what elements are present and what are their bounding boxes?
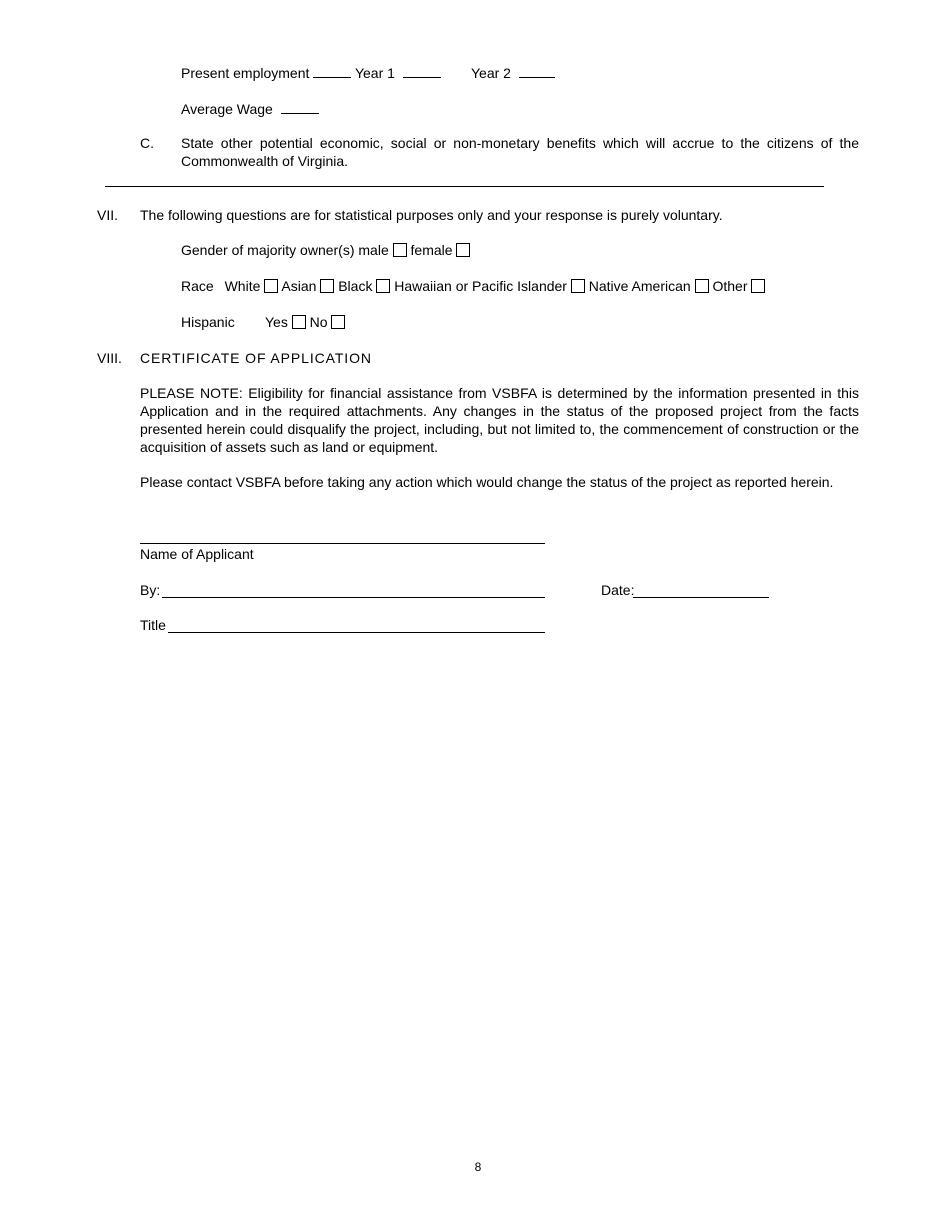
date-line[interactable] [633,597,769,598]
average-wage-field[interactable] [281,99,319,114]
hispanic-label: Hispanic [181,314,235,330]
certificate-title: CERTIFICATE OF APPLICATION [140,350,372,366]
year1-label: Year 1 [354,65,395,81]
hispanic-options [265,313,345,331]
by-signature-line[interactable] [162,597,545,598]
hispanic-yes-label: Yes [265,314,288,330]
please-note-paragraph: PLEASE NOTE: Eligibility for financial assistance from VSBFA is determined by the information presented in this Application and in the required attachments. Any changes in the status of the proposed project from the facts presented herein could disqualify the project, including, but not limited to, the commencement of construction or the acquisition of assets such as land or equipment. [140,385,859,455]
race-option-label: Asian [281,278,317,294]
race-native-american-checkbox[interactable] [695,279,709,293]
race-option-label: Hawaiian or Pacific Islander [394,278,567,294]
race-row [181,277,765,295]
race-label: Race [181,278,214,294]
section-vii-intro: The following questions are for statistical purposes only and your response is purely voluntary. [140,207,723,223]
gender-female-label: female [410,242,453,258]
title-label: Title [140,617,166,633]
hispanic-no-checkbox[interactable] [331,315,345,329]
average-wage-label: Average Wage [181,101,273,117]
gender-row [181,241,470,259]
race-hawaiian-checkbox[interactable] [571,279,585,293]
section-viii-numeral: VIII. [97,350,122,366]
race-option-label: Native American [588,278,691,294]
section-divider [105,186,824,187]
title-line[interactable] [168,632,545,633]
year2-group [471,63,555,82]
race-black-checkbox[interactable] [376,279,390,293]
hispanic-yes-checkbox[interactable] [292,315,306,329]
employment-row [181,63,441,82]
hispanic-no-label: No [309,314,328,330]
female-checkbox[interactable] [456,243,470,257]
race-asian-checkbox[interactable] [320,279,334,293]
section-vii-numeral: VII. [97,207,119,223]
section-c-text: State other potential economic, social or non-monetary benefits which will accrue to the citizens of the Commonwealth of Virginia. [181,135,859,169]
race-option-label: White [224,278,261,294]
contact-paragraph: Please contact VSBFA before taking any action which would change the status of the project as reported herein. [140,474,834,490]
by-label: By: [140,582,161,598]
race-other-checkbox[interactable] [751,279,765,293]
average-wage-row [181,99,319,118]
year2-field[interactable] [519,63,555,78]
race-white-checkbox[interactable] [264,279,278,293]
section-c-letter: C. [140,135,154,151]
applicant-name-line[interactable] [140,543,545,544]
present-employment-label: Present employment [181,65,310,81]
race-option-label: Other [712,278,748,294]
page-number: 8 [474,1160,482,1174]
date-label: Date: [601,582,635,598]
applicant-name-label: Name of Applicant [140,546,254,562]
race-option-label: Black [338,278,373,294]
present-employment-field[interactable] [313,63,351,78]
male-checkbox[interactable] [393,243,407,257]
year1-field[interactable] [403,63,441,78]
gender-male-label: Gender of majority owner(s) male [181,242,389,258]
year2-label: Year 2 [471,65,511,81]
